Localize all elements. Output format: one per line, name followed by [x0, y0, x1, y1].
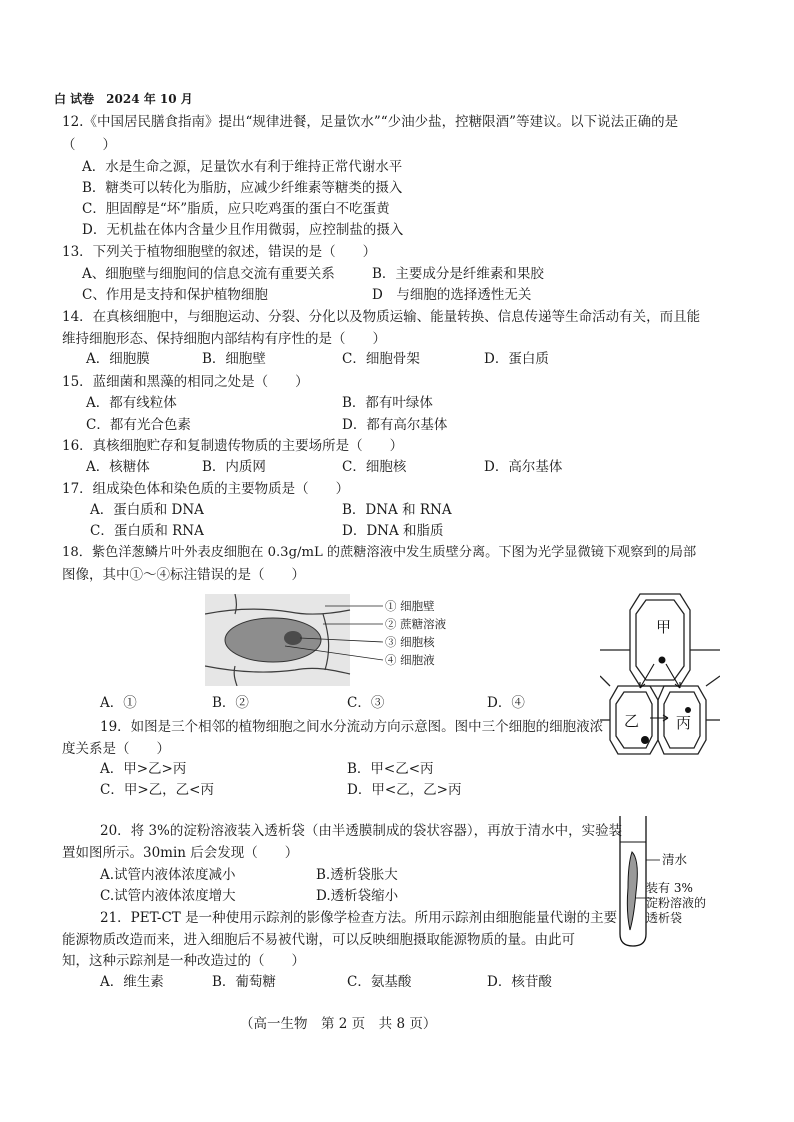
- cell-yi-nucleus: [641, 736, 649, 744]
- dialysis-bag: [627, 852, 637, 930]
- label-sucrose-solution: ② 蔗糖溶液: [385, 617, 447, 631]
- exam-header: 白 试卷 2024 年 10 月: [54, 92, 193, 106]
- q16-option-a: A．核糖体: [86, 459, 150, 475]
- q20-option-c: C.试管内液体浓度增大: [100, 888, 236, 904]
- q19-stem-line1: 19．如图是三个相邻的植物细胞之间水分流动方向示意图。图中三个细胞的细胞液浓: [100, 719, 604, 735]
- q14-stem-line2: 维持细胞形态、保持细胞内部结构有序性的是（ ）: [62, 331, 386, 347]
- q16-option-c: C．细胞核: [342, 459, 407, 475]
- q12-stem: 12.《中国居民膳食指南》提出“规律进餐，足量饮水”“少油少盐，控糖限酒”等建议。以下说法正确的是: [62, 114, 679, 130]
- q20-option-b: B.透析袋胀大: [316, 867, 398, 883]
- q15-option-d: D．都有高尔基体: [342, 417, 448, 433]
- q20-stem-line2: 置如图所示。30min 后会发现（ ）: [62, 845, 299, 861]
- q21-option-d: D．核苷酸: [487, 974, 552, 990]
- cell-jia-nucleus: [659, 657, 666, 664]
- q17-option-b: B．DNA 和 RNA: [342, 502, 452, 518]
- q12-option-c: C．胆固醇是“坏”脂质，应只吃鸡蛋的蛋白不吃蛋黄: [82, 201, 390, 217]
- cell-jia-label: 甲: [656, 618, 672, 636]
- q17-option-a: A．蛋白质和 DNA: [90, 502, 204, 518]
- micrograph-figure: [205, 594, 465, 686]
- q21-stem-line2: 能源物质改造而来，进入细胞后不易被代谢，可以反映细胞摄取能源物质的量。由此可: [62, 932, 575, 948]
- q13-option-b: B．主要成分是纤维素和果胶: [372, 266, 544, 282]
- label-water: 清水: [662, 852, 688, 867]
- q19-option-a: A．甲>乙>丙: [100, 761, 187, 777]
- q13-stem: 13．下列关于植物细胞壁的叙述，错误的是（ ）: [62, 244, 377, 260]
- cell-bing-nucleus: [685, 707, 691, 713]
- q18-stem-line2: 图像，其中①～④标注错误的是（ ）: [62, 567, 305, 583]
- label-cell-wall: ① 细胞壁: [385, 599, 435, 613]
- q12-bracket: （ ）: [62, 137, 116, 153]
- q12-option-b: B．糖类可以转化为脂肪，应减少纤维素等糖类的摄入: [82, 180, 403, 196]
- q15-option-a: A．都有线粒体: [86, 395, 177, 411]
- page-footer: （高一生物 第 2 页 共 8 页）: [240, 1016, 437, 1032]
- q12-option-a: A．水是生命之源，足量饮水有利于维持正常代谢水平: [82, 159, 403, 175]
- q14-option-a: A．细胞膜: [86, 351, 150, 367]
- q16-option-b: B．内质网: [202, 459, 266, 475]
- protoplast: [225, 618, 321, 662]
- nucleus-spot: [284, 631, 302, 645]
- label-cell-sap: ④ 细胞液: [385, 653, 435, 667]
- q21-option-b: B．葡萄糖: [212, 974, 276, 990]
- q18-option-d: D．④: [487, 695, 525, 711]
- test-tube-figure: [612, 812, 742, 952]
- cell-yi-label: 乙: [624, 712, 640, 730]
- q15-stem: 15．蓝细菌和黑藻的相同之处是（ ）: [62, 374, 309, 390]
- q19-stem-line2: 度关系是（ ）: [62, 741, 170, 757]
- q13-option-d: D 与细胞的选择透性无关: [372, 287, 532, 303]
- q21-option-a: A．维生素: [100, 974, 164, 990]
- q13-option-c: C、作用是支持和保护植物细胞: [82, 287, 268, 303]
- q21-stem-line3: 知，这种示踪剂是一种改造过的（ ）: [62, 953, 305, 969]
- cell-bing-label: 丙: [676, 714, 692, 732]
- q16-option-d: D．高尔基体: [484, 459, 563, 475]
- label-nucleus: ③ 细胞核: [385, 635, 435, 649]
- q15-option-c: C．都有光合色素: [86, 417, 191, 433]
- q18-option-c: C．③: [347, 695, 385, 711]
- q15-option-b: B．都有叶绿体: [342, 395, 433, 411]
- q17-stem: 17．组成染色体和染色质的主要物质是（ ）: [62, 481, 350, 497]
- q19-option-c: C．甲>乙，乙<丙: [100, 782, 214, 798]
- q12-option-d: D．无机盐在体内含量少且作用微弱，应控制盐的摄入: [82, 222, 404, 238]
- q19-option-d: D．甲<乙，乙>丙: [347, 782, 462, 798]
- q14-option-b: B．细胞壁: [202, 351, 266, 367]
- three-cells-figure: [600, 590, 720, 760]
- q21-stem-line1: 21．PET-CT 是一种使用示踪剂的影像学检查方法。所用示踪剂由细胞能量代谢的主要: [100, 910, 618, 926]
- q14-stem-line1: 14．在真核细胞中，与细胞运动、分裂、分化以及物质运输、能量转换、信息传递等生命活动有关，而且能: [62, 309, 701, 325]
- q17-option-c: C．蛋白质和 RNA: [90, 523, 204, 539]
- q14-option-c: C．细胞骨架: [342, 351, 420, 367]
- label-bag-line3: 透析袋: [646, 911, 683, 925]
- q13-option-a: A、细胞壁与细胞间的信息交流有重要关系: [82, 266, 335, 282]
- q20-option-a: A.试管内液体浓度减小: [100, 867, 236, 883]
- label-bag-line1: 装有 3%: [646, 881, 693, 895]
- q14-option-d: D．蛋白质: [484, 351, 549, 367]
- label-bag-line2: 淀粉溶液的: [646, 896, 707, 910]
- q18-option-b: B．②: [212, 695, 249, 711]
- q17-option-d: D．DNA 和脂质: [342, 523, 444, 539]
- q20-option-d: D.透析袋缩小: [316, 888, 399, 904]
- q18-option-a: A．①: [100, 695, 137, 711]
- q20-stem-line1: 20．将 3%的淀粉溶液装入透析袋（由半透膜制成的袋状容器），再放于清水中，实验装: [100, 823, 623, 839]
- q21-option-c: C．氨基酸: [347, 974, 412, 990]
- q18-stem-line1: 18．紫色洋葱鳞片叶外表皮细胞在 0.3g/mL 的蔗糖溶液中发生质壁分离。下图为光学显微镜下观察到的局部: [62, 545, 697, 560]
- q19-option-b: B．甲<乙<丙: [347, 761, 434, 777]
- q16-stem: 16．真核细胞贮存和复制遗传物质的主要场所是（ ）: [62, 438, 404, 454]
